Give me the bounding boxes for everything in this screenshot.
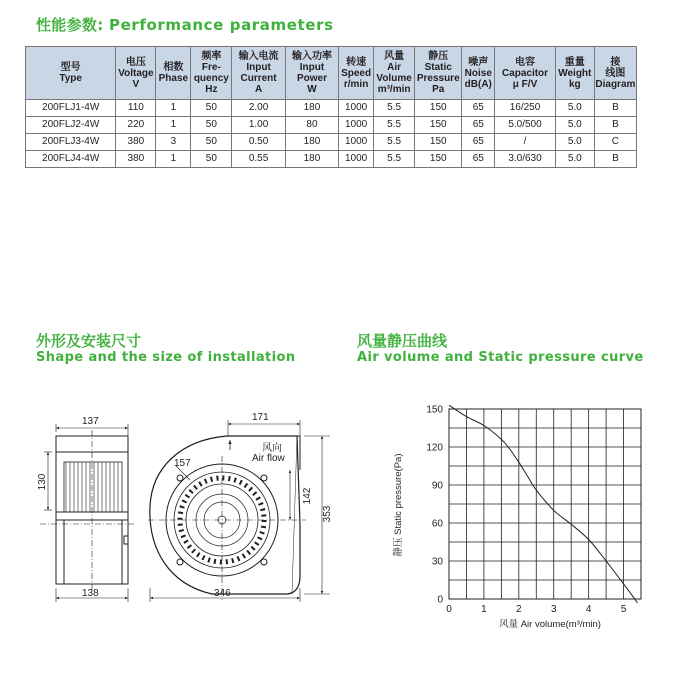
table-cell: 1000 (339, 100, 374, 117)
table-cell: 0.55 (232, 151, 285, 168)
table-cell: 220 (116, 117, 156, 134)
chart-y-tick: 60 (431, 518, 443, 530)
table-row (26, 151, 637, 168)
header-text: V (132, 78, 140, 90)
dim-top-width: 137 (82, 416, 99, 427)
table-cell: 65 (462, 151, 495, 168)
chart-x-tick: 4 (585, 604, 592, 615)
chart-y-label: 静压 Static pressure(Pa) (393, 453, 404, 557)
header-text: 重量 (564, 56, 585, 68)
dim-outlet-width: 171 (252, 412, 269, 423)
header-text: Input (246, 62, 271, 73)
table-cell: 0.50 (232, 134, 285, 151)
dim-outlet-offset: 142 (302, 487, 313, 505)
table-cell: 65 (462, 134, 495, 151)
table-header-cell (555, 47, 594, 100)
table-cell: 3 (156, 134, 191, 151)
header-text: Current (240, 73, 277, 84)
table-cell: 200FLJ2-4W (26, 117, 116, 134)
front-view (148, 420, 330, 602)
table-cell: 1 (156, 100, 191, 117)
table-cell: 1000 (339, 134, 374, 151)
table-cell: 150 (415, 100, 462, 117)
table-cell: 65 (462, 100, 495, 117)
performance-title-en: Performance parameters (109, 16, 334, 34)
header-text: 静压 (428, 51, 449, 62)
dim-bottom-width: 138 (82, 588, 99, 599)
table-cell: 200FLJ4-4W (26, 151, 116, 168)
header-text: Weight (558, 67, 592, 79)
curve-title-cn: 风量静压曲线 (357, 332, 448, 350)
table-cell: 5.0 (555, 117, 594, 134)
header-text: Power (296, 73, 327, 84)
table-cell: 65 (462, 117, 495, 134)
chart-y-tick: 90 (431, 480, 443, 492)
header-text: r/min (343, 78, 369, 90)
table-cell: 180 (285, 100, 338, 117)
header-text: 电容 (515, 56, 535, 68)
header-text: m³/min (377, 84, 411, 95)
header-text: Phase (158, 73, 189, 84)
table-cell: 5.5 (374, 151, 415, 168)
table-cell: B (594, 117, 636, 134)
table-cell: 5.0 (555, 100, 594, 117)
table-cell: 80 (285, 117, 338, 134)
header-text: dB(A) (464, 78, 492, 90)
table-cell: 1000 (339, 117, 374, 134)
header-text: Air (387, 62, 402, 73)
header-text: Input (299, 62, 325, 73)
header-text: 相数 (163, 62, 184, 73)
table-header-cell (232, 47, 285, 100)
header-text: W (307, 84, 317, 95)
curve-title-en: Air volume and Static pressure curve (357, 350, 644, 365)
airflow-label-en: Air flow (252, 453, 285, 464)
table-cell: B (594, 151, 636, 168)
dim-total-height: 353 (322, 505, 333, 523)
table-cell: 50 (191, 117, 232, 134)
table-header-cell (415, 47, 462, 100)
header-text: 输入电流 (238, 51, 279, 62)
table-cell: 3.0/630 (495, 151, 556, 168)
chart-ticks (426, 405, 626, 616)
table-cell: 200FLJ1-4W (26, 100, 116, 117)
installation-drawing (20, 400, 340, 610)
table-cell: 150 (415, 117, 462, 134)
header-text: 电压 (125, 56, 146, 68)
table-row (26, 100, 637, 117)
table-header-cell (339, 47, 374, 100)
table-cell: 50 (191, 100, 232, 117)
header-text: Speed (341, 67, 372, 79)
header-text: Hz (205, 84, 218, 95)
table-cell: 16/250 (495, 100, 556, 117)
table-row (26, 134, 637, 151)
table-header-row (26, 47, 637, 100)
chart-y-tick: 120 (426, 442, 443, 454)
table-cell: 5.5 (374, 117, 415, 134)
table-header-cell (462, 47, 495, 100)
chart-x-tick: 0 (446, 604, 452, 615)
table-cell: 5.0/500 (495, 117, 556, 134)
table-cell: 180 (285, 151, 338, 168)
table-cell: 180 (285, 134, 338, 151)
table-header-cell (374, 47, 415, 100)
table-cell: 150 (415, 134, 462, 151)
table-cell: 5.5 (374, 100, 415, 117)
header-text: kg (568, 78, 581, 90)
header-text: Type (59, 73, 82, 84)
performance-title-cn: 性能参数: (36, 16, 104, 34)
table-header-cell (495, 47, 556, 100)
header-text: 输入功率 (291, 51, 332, 62)
header-text: 转速 (346, 56, 367, 68)
header-text: 接 (610, 56, 621, 68)
dim-circle-dia: 157 (174, 458, 191, 469)
header-text: A (254, 84, 263, 95)
header-text: Voltage (118, 67, 154, 79)
shape-title-cn: 外形及安装尺寸 (36, 332, 142, 350)
table-header-cell (285, 47, 338, 100)
header-text: quency (193, 73, 229, 84)
chart-x-tick: 1 (481, 604, 487, 615)
airflow-label-cn: 风向 (262, 443, 282, 454)
table-cell: 1 (156, 117, 191, 134)
table-header-cell (116, 47, 156, 100)
header-text: Pa (432, 84, 445, 95)
table-cell: 380 (116, 151, 156, 168)
header-text: μ F/V (512, 78, 538, 90)
table-cell: 50 (191, 151, 232, 168)
side-view (40, 424, 136, 602)
header-text: 频率 (201, 51, 222, 62)
performance-title (36, 14, 334, 35)
table-cell: / (495, 134, 556, 151)
table-cell: 1.00 (232, 117, 285, 134)
table-cell: C (594, 134, 636, 151)
shape-title-en: Shape and the size of installation (36, 350, 296, 365)
chart-x-tick: 3 (550, 604, 557, 615)
chart-x-tick: 2 (516, 604, 522, 615)
table-header-cell (156, 47, 191, 100)
table-row (26, 117, 637, 134)
chart-grid (449, 409, 641, 599)
dim-side-height: 130 (37, 473, 48, 491)
table-cell: 200FLJ3-4W (26, 134, 116, 151)
chart-y-tick: 150 (426, 404, 443, 416)
table-cell: 1000 (339, 151, 374, 168)
header-text: Pressure (416, 73, 460, 84)
table-cell: 380 (116, 134, 156, 151)
table-cell: B (594, 100, 636, 117)
table-header-cell (594, 47, 636, 100)
chart-y-tick: 0 (437, 594, 443, 606)
header-text: 噪声 (468, 56, 489, 68)
table-cell: 150 (415, 151, 462, 168)
chart-x-label: 风量 Air volume(m³/min) (499, 619, 601, 630)
table-header-cell (191, 47, 232, 100)
header-text: Static (424, 62, 452, 73)
header-text: Fre- (201, 62, 221, 73)
table-cell: 50 (191, 134, 232, 151)
header-text: 线图 (605, 67, 626, 79)
header-text: Diagram (595, 78, 636, 90)
chart-x-tick: 5 (620, 604, 627, 615)
dim-total-width: 346 (214, 588, 231, 599)
table-cell: 2.00 (232, 100, 285, 117)
header-text: Noise (464, 67, 492, 79)
table-header-cell (26, 47, 116, 100)
header-text: Volume (376, 73, 412, 84)
header-text: 型号 (60, 62, 81, 73)
table-cell: 110 (116, 100, 156, 117)
header-text: Capacitor (501, 67, 549, 79)
chart-y-tick: 30 (431, 556, 443, 568)
table-cell: 5.5 (374, 134, 415, 151)
pressure-curve-chart (370, 390, 670, 640)
table-cell: 5.0 (555, 151, 594, 168)
table-cell: 5.0 (555, 134, 594, 151)
performance-table (25, 46, 637, 168)
table-cell: 1 (156, 151, 191, 168)
header-text: 风量 (384, 51, 405, 62)
